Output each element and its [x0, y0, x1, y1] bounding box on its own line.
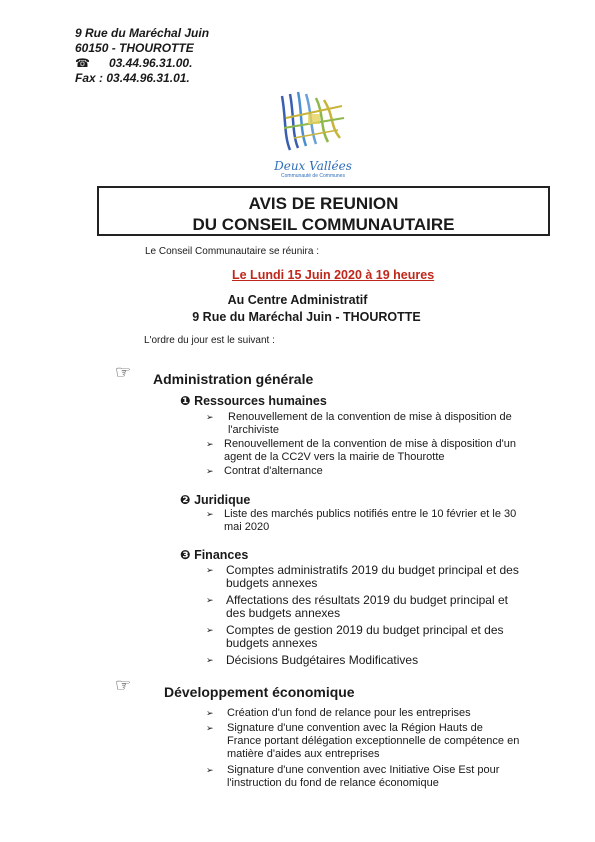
subsection-title: ❸ Finances [180, 548, 249, 562]
logo-name: Deux Vallées [274, 159, 352, 173]
number-3-icon: ❸ [180, 548, 191, 562]
section-title: Développement économique [164, 684, 355, 700]
list-item: ➢ Liste des marchés publics notifiés entre le 10 février et le 30 mai 2020 [206, 508, 517, 533]
title-box [97, 186, 550, 236]
pointing-hand-icon: ☞ [115, 362, 132, 382]
arrow-bullet-icon: ➢ [206, 765, 214, 775]
address-fax: Fax : 03.44.96.31.01. [75, 71, 190, 85]
section-title: Administration générale [153, 371, 314, 387]
list-item: ➢ Signature d'une convention avec Initiative Oise Est pour l'instruction du fond de relance économique [206, 764, 500, 789]
address-street: 9 Rue du Maréchal Juin [75, 26, 210, 40]
arrow-bullet-icon: ➢ [206, 723, 214, 733]
arrow-bullet-icon: ➢ [206, 466, 214, 476]
address-phone-row [75, 56, 192, 70]
arrow-bullet-icon: ➢ [206, 655, 214, 665]
title-line1: AVIS DE REUNION [248, 194, 399, 213]
list-item: ➢ Renouvellement de la convention de mise à disposition d'un agent de la CC2V vers la mairie de Thourotte [206, 438, 516, 463]
arrow-bullet-icon: ➢ [206, 625, 214, 635]
arrow-bullet-icon: ➢ [206, 509, 214, 519]
number-2-icon: ❷ [180, 493, 191, 507]
list-item: ➢ Contrat d'alternance [206, 465, 323, 477]
meeting-date: Le Lundi 15 Juin 2020 à 19 heures [232, 268, 435, 282]
title-line2: DU CONSEIL COMMUNAUTAIRE [192, 215, 455, 234]
phone-icon: ☎ [75, 56, 90, 70]
agenda-intro: L'ordre du jour est le suivant : [144, 335, 275, 346]
address-city: 60150 - THOUROTTE [75, 41, 194, 55]
list-item: ➢ Comptes administratifs 2019 du budget principal et des budgets annexes [206, 563, 519, 590]
arrow-bullet-icon: ➢ [206, 439, 214, 449]
address-phone: 03.44.96.31.00. [109, 56, 193, 70]
arrow-bullet-icon: ➢ [206, 595, 214, 605]
intro-text: Le Conseil Communautaire se réunira : [145, 246, 319, 257]
arrow-bullet-icon: ➢ [206, 565, 214, 575]
list-item: ➢ Affectations des résultats 2019 du budget principal et des budgets annexes [206, 593, 508, 620]
number-1-icon: ❶ [180, 394, 191, 408]
subsection-title: ❷ Juridique [180, 493, 251, 507]
pointing-hand-icon: ☞ [115, 675, 132, 695]
venue-line1: Au Centre Administratif [227, 293, 368, 307]
logo-subtitle: Communauté de Communes [281, 173, 345, 179]
list-item: ➢ Création d'un fond de relance pour les entreprises [206, 707, 471, 719]
list-item: ➢ Signature d'une convention avec la Région Hauts de France portant délégation exceptionnelle de compétence en matière d'aides aux entreprises [206, 722, 520, 760]
arrow-bullet-icon: ➢ [206, 412, 214, 422]
deux-vallees-logo [272, 88, 354, 180]
logo-graphic-icon [272, 88, 354, 154]
subsection-title: ❶ Ressources humaines [180, 394, 327, 408]
venue-line2: 9 Rue du Maréchal Juin - THOUROTTE [192, 310, 421, 324]
arrow-bullet-icon: ➢ [206, 708, 214, 718]
list-item: ➢ Décisions Budgétaires Modificatives [206, 653, 419, 667]
list-item: ➢ Renouvellement de la convention de mise à disposition de l'archiviste [206, 411, 512, 436]
list-item: ➢ Comptes de gestion 2019 du budget principal et des budgets annexes [206, 623, 504, 650]
